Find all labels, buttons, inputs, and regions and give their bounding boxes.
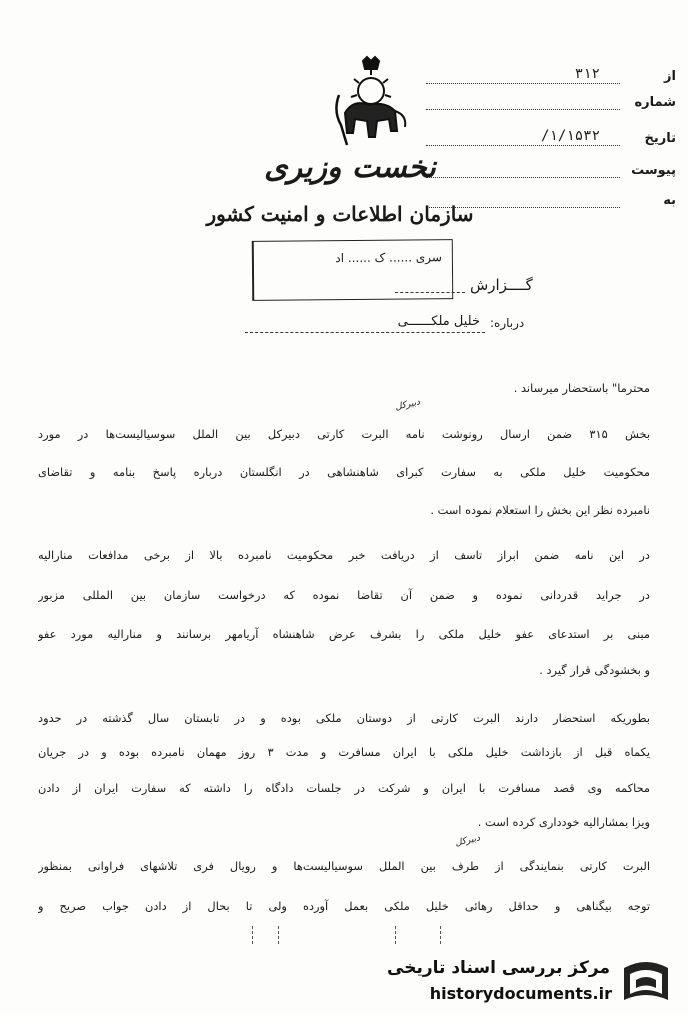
body-line: نامبرده نظر این بخش را استعلام نموده است . [430,503,650,517]
report-heading: گــــزارش [470,276,533,294]
meta-number [426,88,676,110]
body-line: در این نامه ضمن ابراز تاسف از دریافت خبر محکومیت نامبرده بالا از برخی مدافعات منارالیه [38,548,650,562]
watermark-url: historydocuments.ir [429,984,612,1003]
body-line: البرت کارتی بنمایندگی از طرف بین الملل سوسیالیست‌ها و رویال فری تلاشهای فراوانی بمنظور [38,859,650,873]
subject-label: درباره: [490,316,525,330]
report-underline [395,292,465,293]
body-line: در جراید قدردانی نموده و ضمن آن تقاضا نموده که درخواست سازمان بین المللی مزبور [38,588,650,602]
meta-date-label: تاریخ [644,131,676,146]
body-line: محکومیت خلیل ملکی به سفارت کبرای شاهنشاهی در انگلستان درباره پاسخ بنامه و تقاضای [38,465,650,479]
fold-mark [278,926,279,944]
meta-from-label: از [664,69,676,84]
body-line: ویزا بمشارالیه خودداری کرده است . [477,815,650,829]
stamp-text: سری ...... ک ...... اد [335,250,442,266]
subject-underline [245,332,485,333]
body-line: توجه بیگناهی و حداقل رهائی خلیل ملکی بعمل آورده ولی تا بحال از دادن جواب صریح و [38,899,650,913]
body-line: و بخشودگی قرار گیرد . [539,663,650,677]
fold-mark [252,926,253,944]
archive-logo-icon [618,958,674,1008]
meta-number-label: شماره [634,95,676,110]
title-organization: سازمان اطلاعات و امنیت کشور [206,202,474,226]
title-prime-ministry: نخست وزیری [264,150,436,185]
subject-value: خلیل ملکــــــی [397,314,480,329]
watermark-title: مرکز بررسی اسناد تاریخی [387,958,610,978]
meta-to-label: به [663,193,676,208]
watermark [387,956,680,1012]
body-line: بطوریکه استحضار دارند البرت کارتی از دوستان ملکی بوده و در تابستان سال گذشته در حدود [38,711,650,725]
body-line: بخش ۳۱۵ ضمن ارسال رونوشت نامه البرت کارتی دبیرکل بین الملل سوسیالیست‌ها در مورد [38,427,650,441]
body-line: مبنی بر استدعای عفو خلیل ملکی را بشرف عرض شاهنشاه آریامهر برسانند و منارالیه مورد عفو [38,627,650,641]
handwritten-annotation: دبیرکل [454,833,482,849]
lion-and-sun-emblem-icon [325,55,415,155]
body-line: یکماه قبل از بازداشت خلیل ملکی با ایران مسافرت و مدت ۳ روز مهمان نامبرده بوده و در جریان [38,745,650,759]
meta-from-value: ۳۱۲ [574,66,600,82]
meta-date [426,124,676,146]
meta-date-value: ۱/۱۵۳۲/ [540,128,600,144]
fold-mark [440,926,441,944]
handwritten-annotation: دبیرکل [394,397,422,413]
body-line: محاکمه وی قصد مسافرت با ایران و شرکت در جلسات دادگاه را داشته که سفارت ایران از دادن [38,781,650,795]
body-line: محترما" باستحضار میرساند . [513,381,650,395]
meta-from [426,62,676,84]
fold-mark [395,926,396,944]
meta-attachment-label: پیوست [631,163,676,178]
